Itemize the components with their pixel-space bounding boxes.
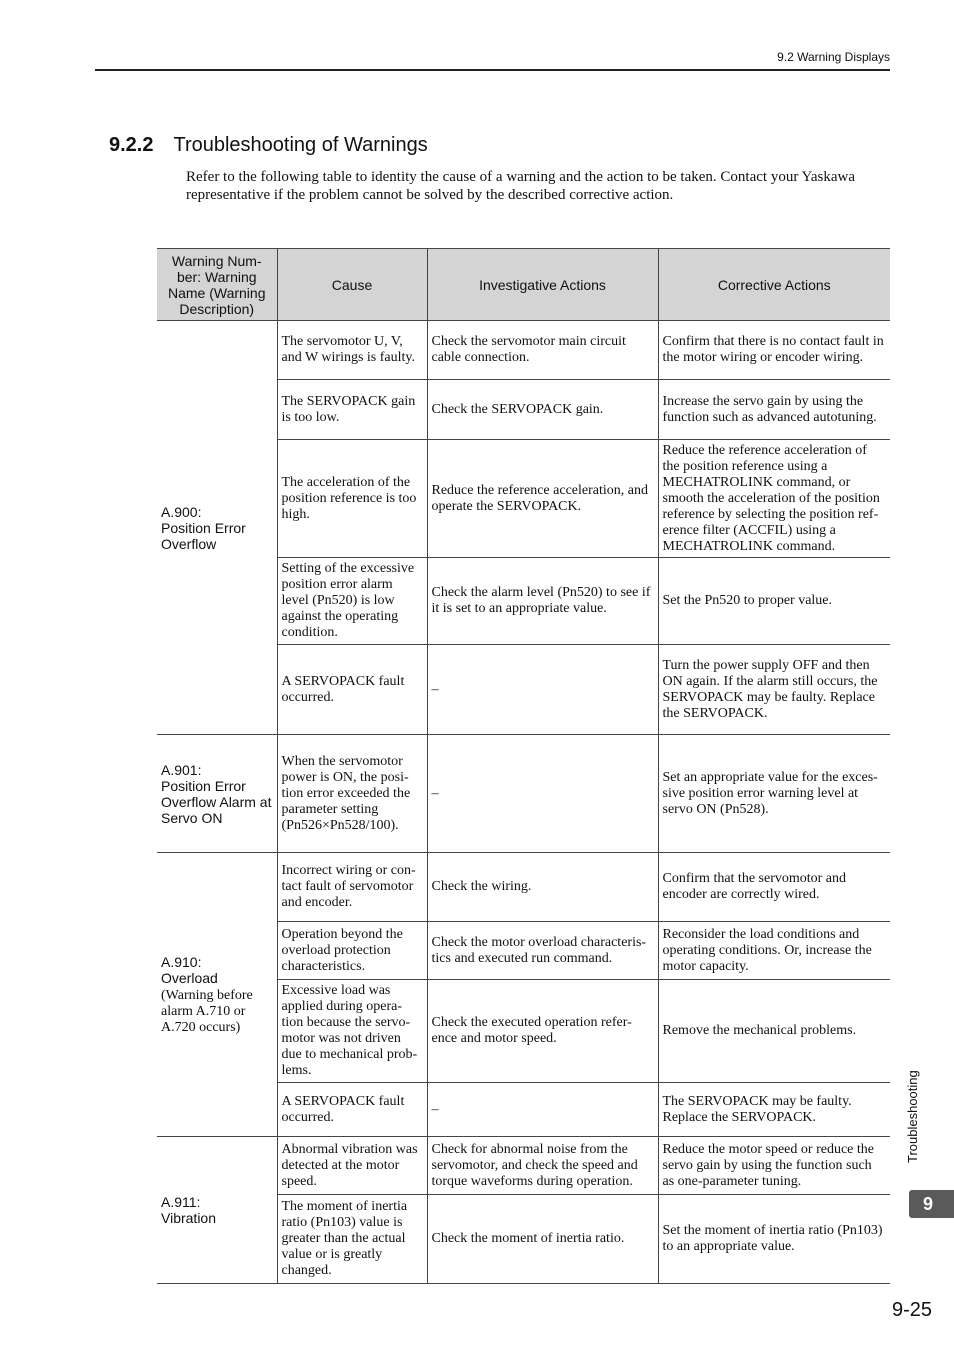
investigative-cell: Check the motor overload characteris-tics and executed run command.: [427, 922, 658, 980]
cause-cell: Excessive load was applied during opera-tion because the servo-motor was not driven due to mechanical prob-lems.: [277, 980, 427, 1083]
investigative-cell: Check the wiring.: [427, 853, 658, 922]
cause-cell: When the servomotor power is ON, the posi-tion error exceeded the parameter setting (Pn526×Pn528/100).: [277, 735, 427, 853]
corrective-cell: Confirm that the servomotor and encoder are correctly wired.: [658, 853, 890, 922]
corrective-cell: The SERVOPACK may be faulty. Replace the SERVOPACK.: [658, 1083, 890, 1137]
corrective-cell: Reduce the reference acceleration of the position reference using a MECHATROLINK command, or smooth the acceleration of the position reference by selecting the position ref-erence filter (ACCFIL) using a MECHATROLINK command.: [658, 440, 890, 558]
warning-name: Position Error Overflow Alarm at Servo ON: [161, 777, 272, 826]
investigative-cell: Check the alarm level (Pn520) to see if it is set to an appropriate value.: [427, 558, 658, 645]
investigative-cell: –: [427, 735, 658, 853]
cause-cell: The servomotor U, V, and W wirings is faulty.: [277, 321, 427, 380]
cause-cell: A SERVOPACK fault occurred.: [277, 1083, 427, 1137]
cause-cell: The SERVOPACK gain is too low.: [277, 380, 427, 440]
chapter-side-label: Troubleshooting: [905, 1070, 920, 1163]
warning-code: A.911:: [161, 1194, 201, 1210]
investigative-cell: Check the executed operation refer-ence and motor speed.: [427, 980, 658, 1083]
warning-name: Overload: [161, 969, 218, 986]
table-header-row: [157, 249, 890, 321]
corrective-cell: Set the moment of inertia ratio (Pn103) to an appropriate value.: [658, 1195, 890, 1284]
cause-cell: Incorrect wiring or con-tact fault of servomotor and encoder.: [277, 853, 427, 922]
warning-code: A.901:: [161, 761, 202, 778]
intro-paragraph: Refer to the following table to identity the cause of a warning and the action to be taken. Contact your Yaskawa representative if the problem cannot be solved by the described corrective action.: [186, 169, 855, 203]
cause-cell: Setting of the excessive position error alarm level (Pn520) is low against the operating condition.: [277, 558, 427, 645]
investigative-cell: Check the moment of inertia ratio.: [427, 1195, 658, 1284]
warning-name: Vibration: [161, 1210, 217, 1226]
cause-cell: Abnormal vibration was detected at the motor speed.: [277, 1137, 427, 1195]
investigative-cell: –: [427, 645, 658, 735]
warning-code: A.900:: [161, 503, 202, 520]
running-header: 9.2 Warning Displays: [777, 50, 890, 64]
corrective-cell: Turn the power supply OFF and then ON again. If the alarm still occurs, the SERVOPACK may be faulty. Replace the SERVOPACK.: [658, 645, 890, 735]
corrective-cell: Increase the servo gain by using the function such as advanced autotuning.: [658, 380, 890, 440]
corrective-cell: Set an appropriate value for the exces-sive position error warning level at servo ON (Pn528).: [658, 735, 890, 853]
corrective-cell: Reduce the motor speed or reduce the servo gain by using the function such as one-parameter tuning.: [658, 1137, 890, 1195]
investigative-cell: Reduce the reference acceleration, and operate the SERVOPACK.: [427, 440, 658, 558]
warning-a900-cell: [157, 321, 277, 735]
chapter-tab: 9: [909, 1190, 954, 1218]
corrective-cell: Remove the mechanical problems.: [658, 980, 890, 1083]
investigative-cell: Check the servomotor main circuit cable connection.: [427, 321, 658, 380]
warning-code: A.910:: [161, 953, 202, 970]
header-investigative: Investigative Actions: [427, 249, 658, 321]
table-row: [157, 853, 890, 922]
cause-cell: The acceleration of the position reference is too high.: [277, 440, 427, 558]
header-cause: Cause: [277, 249, 427, 321]
cause-cell: Operation beyond the overload protection characteristics.: [277, 922, 427, 980]
header-corrective: Corrective Actions: [658, 249, 890, 321]
section-title: Troubleshooting of Warnings: [173, 134, 428, 156]
page-number: 9-25: [891, 1299, 932, 1321]
warning-name: Position Error Overflow: [161, 519, 246, 552]
warning-table: [157, 248, 890, 1284]
table-row: [157, 1137, 890, 1195]
warning-a911-cell: [157, 1137, 277, 1284]
header-warning: Warning Num-ber: Warning Name (Warning Description): [157, 249, 277, 321]
warning-a901-cell: [157, 735, 277, 853]
table-row: [157, 321, 890, 380]
investigative-cell: Check for abnormal noise from the servomotor, and check the speed and torque waveforms during operation.: [427, 1137, 658, 1195]
cause-cell: The moment of inertia ratio (Pn103) value is greater than the actual value or is greatly changed.: [277, 1195, 427, 1284]
table-row: [157, 735, 890, 853]
warning-note: (Warning before alarm A.710 or A.720 occurs): [161, 987, 253, 1035]
corrective-cell: Set the Pn520 to proper value.: [658, 558, 890, 645]
section-heading: [109, 134, 428, 157]
warning-a910-cell: [157, 853, 277, 1137]
header-rule: [95, 69, 890, 71]
corrective-cell: Reconsider the load conditions and operating conditions. Or, increase the motor capacity.: [658, 922, 890, 980]
corrective-cell: Confirm that there is no contact fault in the motor wiring or encoder wiring.: [658, 321, 890, 380]
investigative-cell: Check the SERVOPACK gain.: [427, 380, 658, 440]
section-number: 9.2.2: [109, 134, 154, 156]
investigative-cell: –: [427, 1083, 658, 1137]
cause-cell: A SERVOPACK fault occurred.: [277, 645, 427, 735]
